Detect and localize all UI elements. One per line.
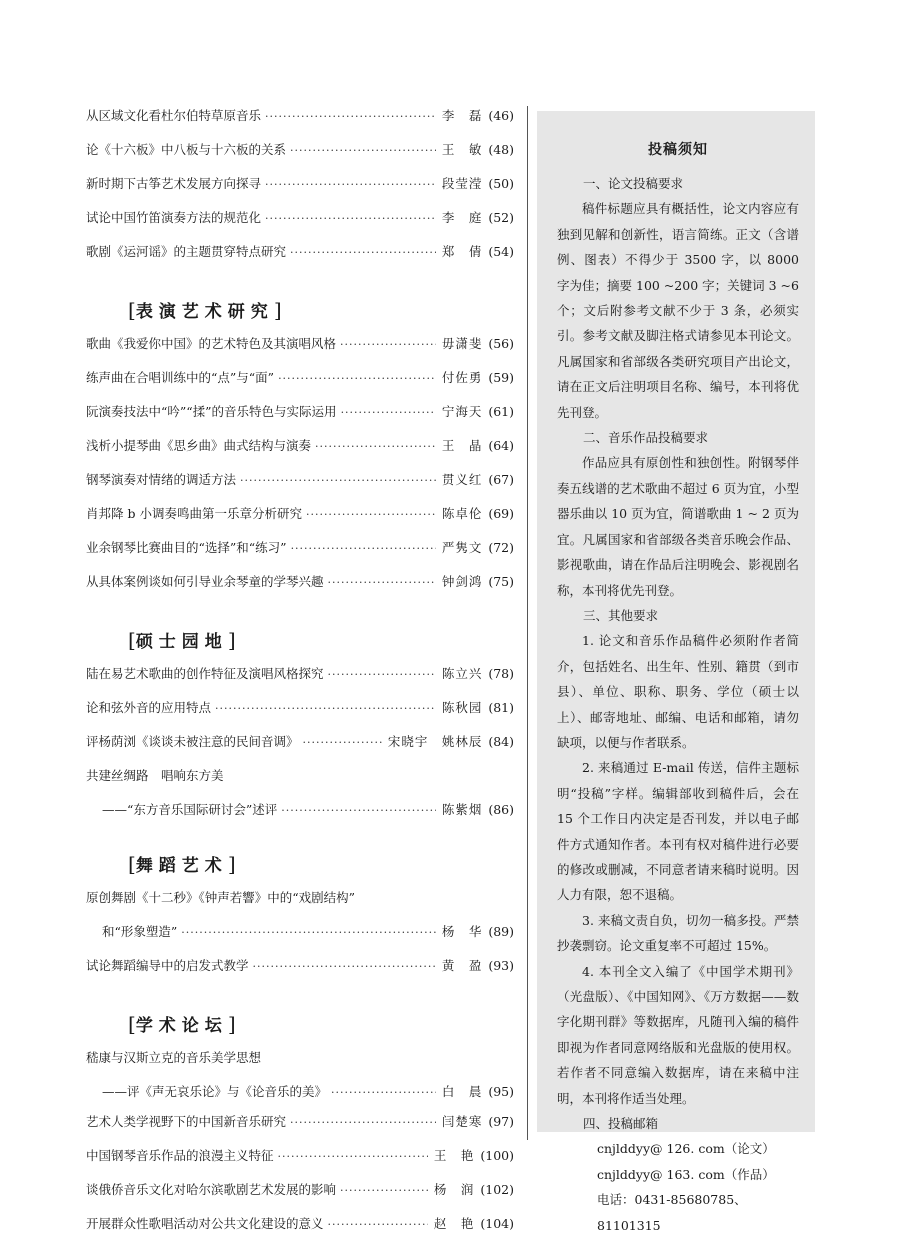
notice-heading-other: 三、其他要求 bbox=[583, 607, 659, 623]
entry-page: (84) bbox=[488, 734, 514, 749]
entry-author: 钟剑鸿 bbox=[441, 574, 483, 589]
entry-page: (50) bbox=[488, 176, 514, 191]
toc-entry[interactable] bbox=[86, 1048, 514, 1082]
toc-entry[interactable] bbox=[86, 470, 514, 504]
notice-paragraph: 稿件标题应具有概括性，论文内容应有独到见解和创新性，语言简练。正文（含谱例、图表）不得少于 3500 字，以 8000 字为佳；摘要 100 ~200 字；关键词 3 ~6 个；文后附参考文献不少于 3 条，必须实引。参考文献及脚注格式请参见本刊论文。凡属国家和省部级各类研究项目产出论文，请在正文后注明项目名称、编号，本刊将优先刊登。 bbox=[557, 201, 799, 420]
entry-page: (64) bbox=[488, 438, 514, 453]
section-entries bbox=[86, 334, 514, 606]
entry-author: 陈卓伦 bbox=[441, 506, 483, 521]
entry-author: 王 晶 bbox=[441, 438, 483, 453]
toc-entry[interactable] bbox=[86, 368, 514, 402]
leader-dots bbox=[315, 440, 436, 453]
entry-page: (93) bbox=[488, 958, 514, 973]
entry-author: 陈紫烟 bbox=[441, 802, 483, 817]
toc-entry[interactable] bbox=[86, 140, 514, 174]
section-title: 学术论坛 bbox=[135, 1016, 228, 1036]
entry-author: 陈立兴 bbox=[441, 666, 483, 681]
toc-entry[interactable] bbox=[86, 1214, 514, 1248]
entry-author: 李 磊 bbox=[441, 108, 483, 123]
entry-page: (95) bbox=[488, 1084, 514, 1099]
leader-dots bbox=[265, 110, 436, 123]
entry-author: 杨 润 bbox=[433, 1182, 475, 1197]
section-title: 硕士园地 bbox=[135, 632, 228, 652]
leader-dots bbox=[303, 736, 382, 749]
entry-page: (104) bbox=[480, 1216, 514, 1231]
toc-entry-continuation[interactable] bbox=[86, 800, 514, 830]
entry-author: 郑 倩 bbox=[441, 244, 483, 259]
entry-title: 和“形象塑造” bbox=[102, 924, 178, 939]
toc-entry[interactable] bbox=[86, 208, 514, 242]
entry-title: 开展群众性歌唱活动对公共文化建设的意义 bbox=[86, 1216, 324, 1231]
section-heading: [表演艺术研究] bbox=[128, 298, 282, 322]
entry-title: 论和弦外音的应用特点 bbox=[86, 700, 212, 715]
section-title: 舞蹈艺术 bbox=[135, 856, 228, 876]
entry-author: 付佐勇 bbox=[441, 370, 483, 385]
entry-author: 闫楚寒 bbox=[441, 1114, 483, 1129]
toc-entry[interactable] bbox=[86, 242, 514, 276]
toc-entry[interactable] bbox=[86, 504, 514, 538]
entry-title: 陆在易艺术歌曲的创作特征及演唱风格探究 bbox=[86, 666, 324, 681]
column-divider bbox=[527, 106, 528, 1140]
entry-title: ——评《声无哀乐论》与《论音乐的美》 bbox=[102, 1084, 328, 1099]
entry-page: (72) bbox=[488, 540, 514, 555]
entry-title: 中国钢琴音乐作品的浪漫主义特征 bbox=[86, 1148, 274, 1163]
leader-dots bbox=[290, 1116, 436, 1129]
notice-heading-papers: 一、论文投稿要求 bbox=[583, 176, 684, 191]
leader-dots bbox=[278, 1150, 428, 1163]
entry-title: ——“东方音乐国际研讨会”述评 bbox=[102, 802, 278, 817]
entry-page: (81) bbox=[488, 700, 514, 715]
phone-number: 电话：0431-85680785、81101315 bbox=[597, 1192, 747, 1233]
submission-notice-box bbox=[537, 111, 815, 1233]
entry-author: 贯义红 bbox=[441, 472, 483, 487]
leader-dots bbox=[253, 960, 436, 973]
entry-title: 从具体案例谈如何引导业余琴童的学琴兴趣 bbox=[86, 574, 324, 589]
entry-page: (100) bbox=[480, 1148, 514, 1163]
entry-page: (61) bbox=[488, 404, 514, 419]
toc-entry[interactable] bbox=[86, 1146, 514, 1180]
entry-title: 歌剧《运河谣》的主题贯穿特点研究 bbox=[86, 244, 287, 259]
table-of-contents bbox=[86, 106, 514, 1248]
entry-author: 黄 盈 bbox=[441, 958, 483, 973]
leader-dots bbox=[328, 668, 436, 681]
entry-page: (59) bbox=[488, 370, 514, 385]
entry-page: (89) bbox=[488, 924, 514, 939]
entry-author: 王 敏 bbox=[441, 142, 483, 157]
section-heading: [硕士园地] bbox=[128, 628, 236, 652]
entry-title: 谈俄侨音乐文化对哈尔滨歌剧艺术发展的影响 bbox=[86, 1182, 337, 1197]
entry-page: (54) bbox=[488, 244, 514, 259]
toc-entry[interactable] bbox=[86, 956, 514, 990]
notice-title: 投稿须知 bbox=[648, 142, 708, 158]
leader-dots bbox=[340, 1184, 428, 1197]
section-heading: [学术论坛] bbox=[128, 1012, 236, 1036]
entry-page: (75) bbox=[488, 574, 514, 589]
entry-page: (102) bbox=[480, 1182, 514, 1197]
toc-entry-continuation[interactable] bbox=[86, 1082, 514, 1112]
email-works[interactable]: cnjlddyy@ 163. com（作品） bbox=[597, 1166, 775, 1182]
entry-title: 论《十六板》中八板与十六板的关系 bbox=[86, 142, 287, 157]
toc-entry[interactable] bbox=[86, 698, 514, 732]
leader-dots bbox=[328, 576, 436, 589]
toc-intro-group bbox=[86, 106, 514, 276]
notice-heading-music: 二、音乐作品投稿要求 bbox=[583, 430, 709, 446]
leader-dots bbox=[278, 372, 436, 385]
email-papers[interactable]: cnjlddyy@ 126. com（论文） bbox=[597, 1141, 775, 1157]
entry-page: (69) bbox=[488, 506, 514, 521]
section-entries bbox=[86, 1048, 514, 1248]
entry-title: 歌曲《我爱你中国》的艺术特色及其演唱风格 bbox=[86, 336, 337, 351]
entry-title: 钢琴演奏对情绪的调适方法 bbox=[86, 472, 237, 487]
toc-entry[interactable] bbox=[86, 888, 514, 922]
toc-entry[interactable] bbox=[86, 1180, 514, 1214]
toc-entry[interactable] bbox=[86, 1112, 514, 1146]
leader-dots bbox=[328, 1218, 428, 1231]
toc-entry[interactable] bbox=[86, 334, 514, 368]
entry-title: 共建丝绸路 唱响东方美 bbox=[86, 768, 224, 783]
toc-entry[interactable] bbox=[86, 572, 514, 606]
entry-title: 新时期下古筝艺术发展方向探寻 bbox=[86, 176, 262, 191]
entry-author: 严隽文 bbox=[441, 540, 483, 555]
toc-entry[interactable] bbox=[86, 174, 514, 208]
section-title: 表演艺术研究 bbox=[135, 302, 274, 322]
toc-entry[interactable] bbox=[86, 664, 514, 698]
entry-title: 试论舞蹈编导中的启发式教学 bbox=[86, 958, 249, 973]
entry-title: 嵇康与汉斯立克的音乐美学思想 bbox=[86, 1050, 262, 1065]
leader-dots bbox=[181, 926, 436, 939]
entry-title: 阮演奏技法中“吟”“揉”的音乐特色与实际运用 bbox=[86, 404, 337, 419]
entry-author: 宋晓宇 姚林辰 bbox=[387, 734, 483, 749]
toc-entry-continuation[interactable] bbox=[86, 922, 514, 956]
entry-author: 杨 华 bbox=[441, 924, 483, 939]
notice-paragraph: 1. 论文和音乐作品稿件必须附作者简介，包括姓名、出生年、性别、籍贯（到市县）、单位、职称、职务、学位（硕士以上）、邮寄地址、邮编、电话和邮箱，请勿缺项，以便与作者联系。 bbox=[557, 633, 799, 750]
notice-paragraph: 作品应具有原创性和独创性。附钢琴伴奏五线谱的艺术歌曲不超过 6 页为宜，小型器乐曲以 10 页为宜，简谱歌曲 1 ~ 2 页为宜。凡属国家和省部级各类音乐晚会作品、影视歌曲，请在作品后注明晚会、影视剧名称，本刊将优先刊登。 bbox=[557, 455, 799, 598]
leader-dots bbox=[265, 212, 436, 225]
leader-dots bbox=[341, 406, 436, 419]
section-entries bbox=[86, 664, 514, 830]
entry-author: 李 庭 bbox=[441, 210, 483, 225]
entry-title: 原创舞剧《十二秒》《钟声若響》中的“戏剧结构” bbox=[86, 890, 356, 905]
leader-dots bbox=[340, 338, 436, 351]
entry-page: (46) bbox=[488, 108, 514, 123]
entry-page: (48) bbox=[488, 142, 514, 157]
entry-title: 艺术人类学视野下的中国新音乐研究 bbox=[86, 1114, 287, 1129]
leader-dots bbox=[291, 542, 436, 555]
entry-page: (52) bbox=[488, 210, 514, 225]
entry-title: 从区域文化看杜尔伯特草原音乐 bbox=[86, 108, 262, 123]
section-entries bbox=[86, 888, 514, 990]
entry-title: 练声曲在合唱训练中的“点”与“面” bbox=[86, 370, 275, 385]
entry-page: (56) bbox=[488, 336, 514, 351]
leader-dots bbox=[215, 702, 436, 715]
entry-author: 陈秋园 bbox=[441, 700, 483, 715]
toc-entry[interactable] bbox=[86, 732, 514, 766]
entry-author: 宁海天 bbox=[441, 404, 483, 419]
leader-dots bbox=[290, 246, 436, 259]
toc-entry[interactable] bbox=[86, 766, 514, 800]
toc-entry[interactable] bbox=[86, 402, 514, 436]
leader-dots bbox=[265, 178, 436, 191]
notice-paragraph: 2. 来稿通过 E-mail 传送，信件主题标明“投稿”字样。编辑部收到稿件后，会在 15 个工作日内决定是否刊发，并以电子邮件方式通知作者。本刊有权对稿件进行必要的修改或删减，不同意者请来稿时说明。因人力有限，恕不退稿。 bbox=[557, 760, 799, 903]
leader-dots bbox=[240, 474, 436, 487]
leader-dots bbox=[290, 144, 436, 157]
entry-author: 毋潇斐 bbox=[441, 336, 483, 351]
entry-title: 试论中国竹笛演奏方法的规范化 bbox=[86, 210, 262, 225]
section-heading: [舞蹈艺术] bbox=[128, 852, 236, 876]
entry-title: 评杨荫浏《谈谈未被注意的民间音调》 bbox=[86, 734, 299, 749]
entry-title: 肖邦降 b 小调奏鸣曲第一乐章分析研究 bbox=[86, 506, 302, 521]
toc-entry[interactable] bbox=[86, 106, 514, 140]
entry-author: 白 晨 bbox=[441, 1084, 483, 1099]
notice-paragraph: 3. 来稿文责自负，切勿一稿多投。严禁抄袭剽窃。论文重复率不可超过 15%。 bbox=[557, 912, 799, 954]
entry-author: 段莹滢 bbox=[441, 176, 483, 191]
toc-entry[interactable] bbox=[86, 538, 514, 572]
leader-dots bbox=[306, 508, 436, 521]
entry-author: 赵 艳 bbox=[433, 1216, 475, 1231]
leader-dots bbox=[331, 1086, 436, 1099]
entry-author: 王 艳 bbox=[433, 1148, 475, 1163]
notice-heading-email: 四、投稿邮箱 bbox=[583, 1116, 659, 1132]
entry-page: (86) bbox=[488, 802, 514, 817]
notice-paragraph: 4. 本刊全文入编了《中国学术期刊》（光盘版）、《中国知网》、《万方数据——数字化期刊群》等数据库，凡随刊入编的稿件即视为作者同意网络版和光盘版的使用权。若作者不同意编入数据库，请在来稿中注明，本刊将作适当处理。 bbox=[557, 963, 799, 1106]
leader-dots bbox=[281, 804, 436, 817]
entry-title: 业余钢琴比赛曲目的“选择”和“练习” bbox=[86, 540, 287, 555]
entry-page: (67) bbox=[488, 472, 514, 487]
entry-page: (97) bbox=[488, 1114, 514, 1129]
toc-entry[interactable] bbox=[86, 436, 514, 470]
entry-title: 浅析小提琴曲《思乡曲》曲式结构与演奏 bbox=[86, 438, 312, 453]
entry-page: (78) bbox=[488, 666, 514, 681]
